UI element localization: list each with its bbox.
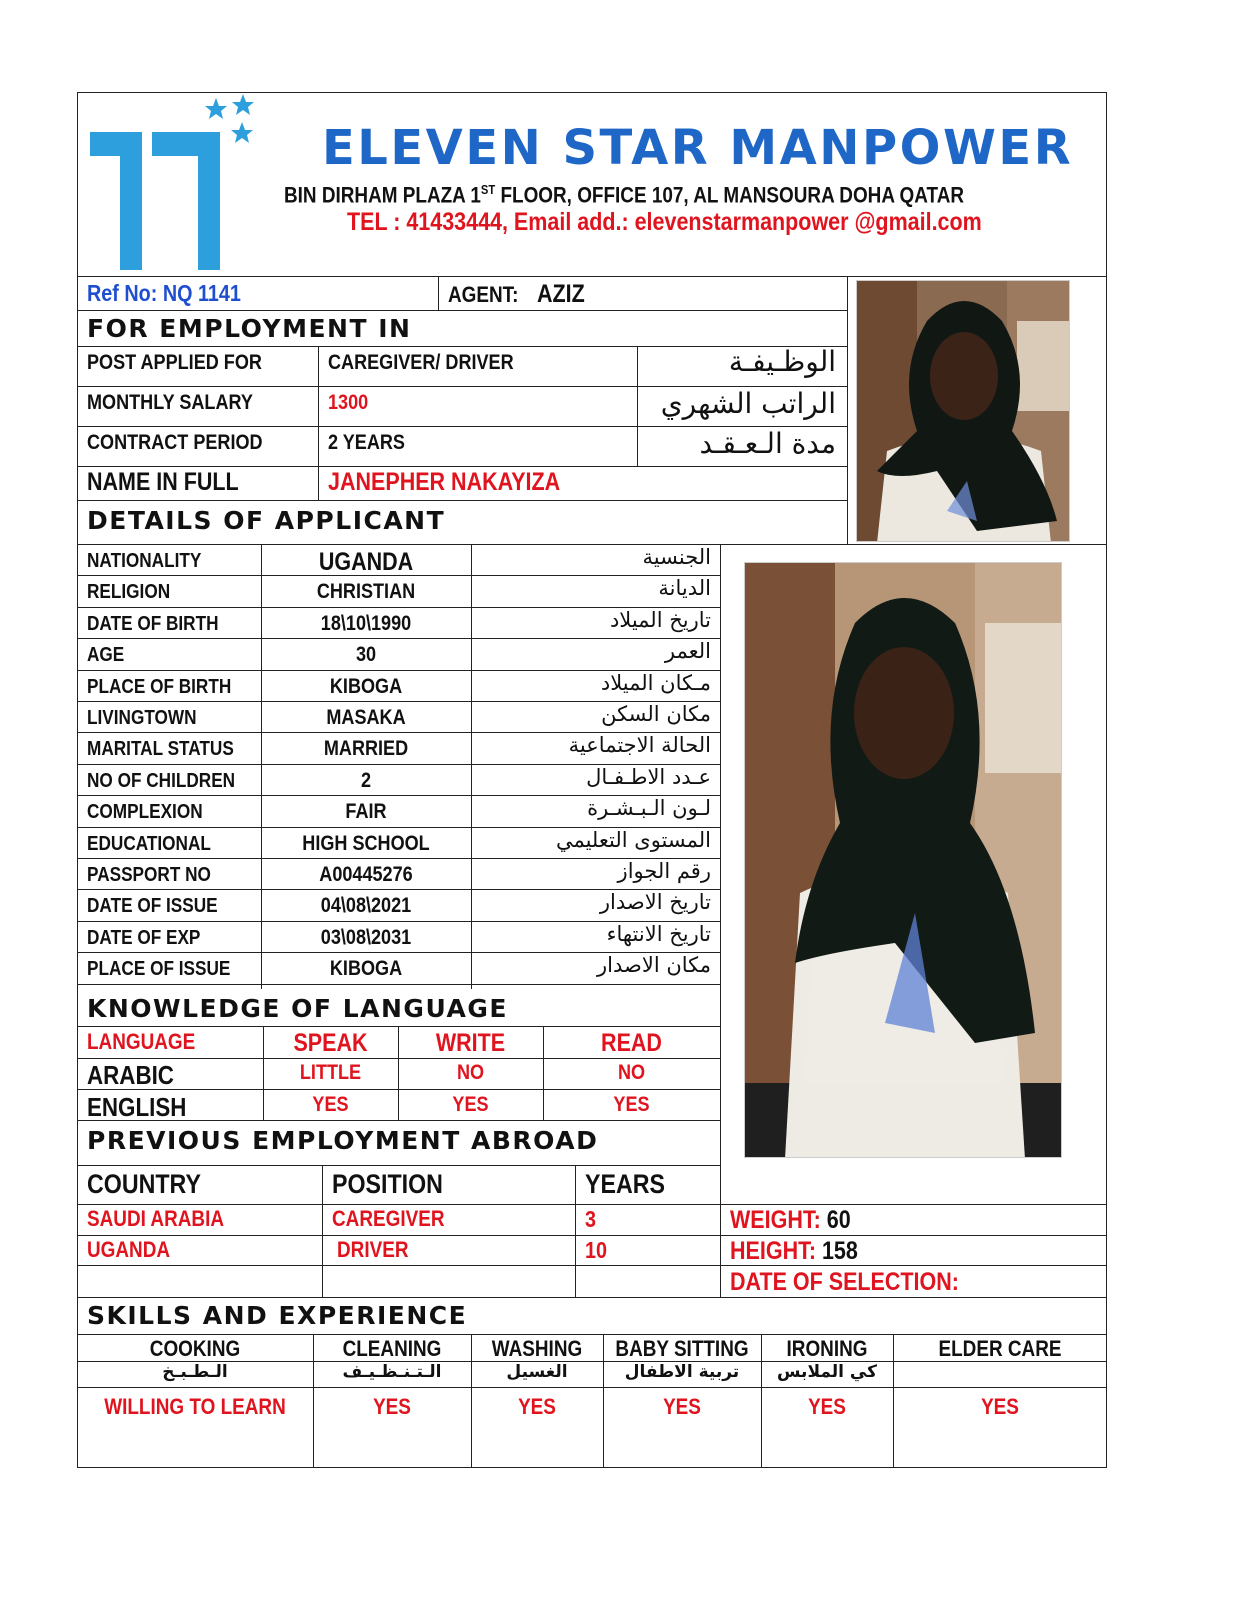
- detail-arabic: مـكان الميلاد: [600, 671, 711, 695]
- detail-label: PASSPORT NO: [87, 864, 211, 886]
- detail-value: KIBOGA: [329, 957, 403, 980]
- monthly-salary-label: MONTHLY SALARY: [87, 391, 253, 414]
- detail-label: DATE OF BIRTH: [87, 613, 219, 635]
- monthly-salary-arabic: الراتب الشهري: [660, 387, 836, 420]
- skill-name: COOKING: [149, 1336, 241, 1361]
- skill-value: YES: [981, 1394, 1019, 1419]
- star-icon: [232, 94, 254, 115]
- skill-value: WILLING TO LEARN: [104, 1394, 286, 1419]
- section-details-title: DETAILS OF APPLICANT: [87, 506, 446, 535]
- skill-value: YES: [808, 1394, 846, 1419]
- agent-value: AZIZ: [537, 280, 585, 308]
- skill-arabic: الغسيل: [506, 1362, 568, 1382]
- skill-name: IRONING: [786, 1336, 868, 1361]
- star-icon: [231, 122, 253, 143]
- star-icon: [205, 98, 227, 119]
- detail-label: PLACE OF ISSUE: [87, 958, 231, 980]
- previous-position-1: CAREGIVER: [332, 1206, 445, 1231]
- logo-graphic: [86, 94, 266, 274]
- previous-country-1: SAUDI ARABIA: [87, 1206, 224, 1231]
- country-header: COUNTRY: [87, 1169, 201, 1199]
- detail-value: 04\08\2021: [320, 894, 412, 917]
- previous-years-1: 3: [585, 1206, 597, 1232]
- full-name-label: NAME IN FULL: [87, 468, 239, 496]
- detail-value: 03\08\2031: [320, 926, 412, 949]
- detail-value: MASAKA: [326, 706, 406, 729]
- detail-label: COMPLEXION: [87, 801, 203, 823]
- post-applied-label: POST APPLIED FOR: [87, 351, 262, 374]
- detail-arabic: رقم الجواز: [617, 859, 711, 883]
- detail-value: MARRIED: [323, 737, 409, 760]
- skill-arabic: تربية الاطفال: [624, 1362, 740, 1382]
- detail-value: CHRISTIAN: [316, 580, 416, 603]
- detail-label: AGE: [87, 644, 125, 666]
- english-write: YES: [452, 1093, 489, 1116]
- applicant-photo-small: [856, 280, 1070, 542]
- detail-arabic: عـدد الاطـفـال: [586, 765, 711, 789]
- skill-name: CLEANING: [342, 1336, 442, 1361]
- skill-name: WASHING: [491, 1336, 583, 1361]
- detail-label: EDUCATIONAL: [87, 833, 211, 855]
- detail-arabic: تاريخ الانتهاء: [606, 922, 711, 946]
- detail-arabic: العمر: [664, 639, 711, 663]
- language-english-name: ENGLISH: [87, 1092, 187, 1122]
- photo-large-graphic: [745, 563, 1062, 1158]
- weight-field: WEIGHT: 60: [730, 1206, 851, 1234]
- skill-value: YES: [663, 1394, 701, 1419]
- selection-date-label: DATE OF SELECTION:: [730, 1268, 959, 1296]
- detail-arabic: لـون الـبـشـرة: [587, 796, 711, 820]
- detail-label: MARITAL STATUS: [87, 738, 234, 760]
- years-header: YEARS: [585, 1169, 666, 1199]
- contract-period-value: 2 YEARS: [328, 431, 405, 454]
- detail-value: KIBOGA: [329, 675, 403, 698]
- detail-arabic: مكان السكن: [601, 702, 711, 726]
- read-header: READ: [601, 1029, 662, 1057]
- language-header: LANGUAGE: [87, 1029, 196, 1054]
- section-previous-title: PREVIOUS EMPLOYMENT ABROAD: [87, 1126, 599, 1155]
- photo-small-graphic: [857, 281, 1070, 542]
- detail-label: LIVINGTOWN: [87, 707, 197, 729]
- speak-header: SPEAK: [293, 1029, 368, 1057]
- company-address: BIN DIRHAM PLAZA 1ST FLOOR, OFFICE 107, AL MANSOURA DOHA QATAR: [284, 182, 965, 208]
- english-read: YES: [613, 1093, 650, 1116]
- height-field: HEIGHT: 158: [730, 1237, 858, 1265]
- previous-years-2: 10: [585, 1237, 608, 1263]
- detail-label: DATE OF ISSUE: [87, 895, 218, 917]
- skill-name: BABY SITTING: [615, 1336, 749, 1361]
- post-applied-value: CAREGIVER/ DRIVER: [328, 351, 514, 374]
- detail-value: 18\10\1990: [320, 612, 412, 635]
- company-contact: TEL : 41433444, Email add.: elevenstarmanpower @gmail.com: [347, 208, 982, 236]
- detail-value: A00445276: [319, 863, 413, 886]
- monthly-salary-value: 1300: [328, 391, 369, 414]
- skill-arabic: الـتـنـظـيـف: [342, 1362, 442, 1382]
- skill-value: YES: [373, 1394, 411, 1419]
- skill-value: YES: [518, 1394, 556, 1419]
- detail-label: RELIGION: [87, 581, 171, 603]
- section-language-title: KNOWLEDGE OF LANGUAGE: [87, 994, 508, 1023]
- write-header: WRITE: [435, 1029, 506, 1057]
- skill-arabic: الـطـبـخ: [162, 1362, 228, 1382]
- contract-period-label: CONTRACT PERIOD: [87, 431, 263, 454]
- detail-label: DATE OF EXP: [87, 927, 201, 949]
- agent-label: AGENT:: [448, 282, 519, 307]
- arabic-write: NO: [456, 1061, 485, 1084]
- post-applied-arabic: الوظـيفـة: [728, 345, 836, 378]
- detail-value: 30: [355, 643, 377, 666]
- detail-value: 2: [360, 769, 372, 792]
- detail-label: NO OF CHILDREN: [87, 770, 236, 792]
- applicant-photo-large: [744, 562, 1062, 1158]
- section-employment-title: FOR EMPLOYMENT IN: [87, 314, 412, 343]
- arabic-speak: LITTLE: [299, 1061, 362, 1084]
- detail-value: UGANDA: [318, 548, 414, 576]
- ref-number: Ref No: NQ 1141: [87, 280, 241, 306]
- language-arabic-name: ARABIC: [87, 1060, 174, 1090]
- detail-arabic: الديانة: [658, 576, 711, 600]
- skill-name: ELDER CARE: [938, 1336, 1062, 1361]
- detail-label: NATIONALITY: [87, 550, 202, 572]
- previous-position-2: DRIVER: [337, 1237, 409, 1262]
- detail-arabic: المستوى التعليمي: [555, 828, 711, 852]
- skill-arabic: كي الملابس: [777, 1362, 877, 1382]
- detail-value: HIGH SCHOOL: [302, 832, 430, 855]
- detail-arabic: الحالة الاجتماعية: [568, 733, 711, 757]
- full-name-value: JANEPHER NAKAYIZA: [328, 468, 561, 496]
- contract-period-arabic: مدة الـعـقـد: [699, 427, 836, 460]
- company-logo: [86, 94, 266, 274]
- detail-value: FAIR: [345, 800, 387, 823]
- detail-arabic: تاريخ الميلاد: [609, 608, 711, 632]
- previous-country-2: UGANDA: [87, 1237, 171, 1262]
- detail-arabic: مكان الاصدار: [597, 953, 711, 977]
- position-header: POSITION: [332, 1169, 443, 1199]
- section-skills-title: SKILLS AND EXPERIENCE: [87, 1301, 468, 1330]
- detail-arabic: الجنسية: [642, 545, 711, 569]
- detail-label: PLACE OF BIRTH: [87, 676, 232, 698]
- arabic-read: NO: [617, 1061, 646, 1084]
- english-speak: YES: [312, 1093, 349, 1116]
- company-name: ELEVEN STAR MANPOWER: [322, 120, 1074, 176]
- detail-arabic: تاريخ الاصدار: [599, 890, 711, 914]
